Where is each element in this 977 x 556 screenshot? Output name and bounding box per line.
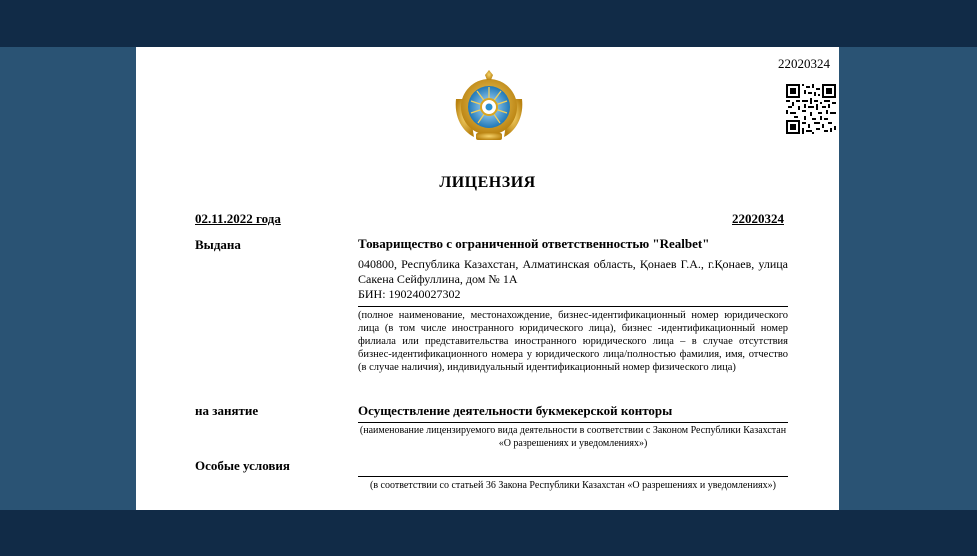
issued-label: Выдана: [195, 237, 241, 252]
qr-code-icon: [786, 84, 836, 134]
viewer-right-margin: [839, 47, 977, 510]
viewer-bottom-bar: [0, 510, 977, 556]
viewer-left-margin: [0, 47, 136, 510]
document-top-number: 22020324: [778, 56, 830, 71]
document-title: ЛИЦЕНЗИЯ: [439, 174, 536, 191]
viewer-top-bar: [0, 0, 977, 47]
conditions-note: (в соответствии со статьей 36 Закона Республики Казахстан «О разрешениях и уведомлениях»): [370, 480, 776, 491]
conditions-label: Особые условия: [195, 458, 290, 473]
state-emblem-icon: [452, 69, 526, 145]
holder-divider: [358, 306, 788, 307]
activity-value: Осуществление деятельности букмекерской конторы: [358, 403, 673, 418]
license-document-page: [136, 47, 839, 510]
issue-date: 02.11.2022 года: [195, 211, 281, 226]
holder-bin: БИН: 190240027302: [358, 287, 461, 301]
holder-name: Товарищество с ограниченной ответственностью "Realbet": [358, 236, 710, 251]
holder-address: 040800, Республика Казахстан, Алматинская область, Қонаев Г.А., г.Қонаев, улица Сакена Сейфуллина, дом № 1А: [358, 257, 788, 286]
activity-label: на занятие: [195, 403, 259, 418]
holder-note: (полное наименование, местонахождение, бизнес-идентификационный номер юридического лица (в том числе иностранного юридического лица), бизнес -идентификационный номер филиала или представительства иностранного юридического лица – в случае отсутствия бизнес-идентификационного номера у юридического лица/полностью фамилия, имя, отчество (в случае наличия), индивидуальный идентификационный номер физического лица): [358, 310, 788, 373]
license-number: 22020324: [732, 211, 784, 226]
activity-divider: [358, 422, 788, 423]
conditions-divider: [358, 476, 788, 477]
activity-note: (наименование лицензируемого вида деятельности в соответствии с Законом Республики Казахстан «О разрешениях и уведомлениях»): [359, 425, 787, 449]
